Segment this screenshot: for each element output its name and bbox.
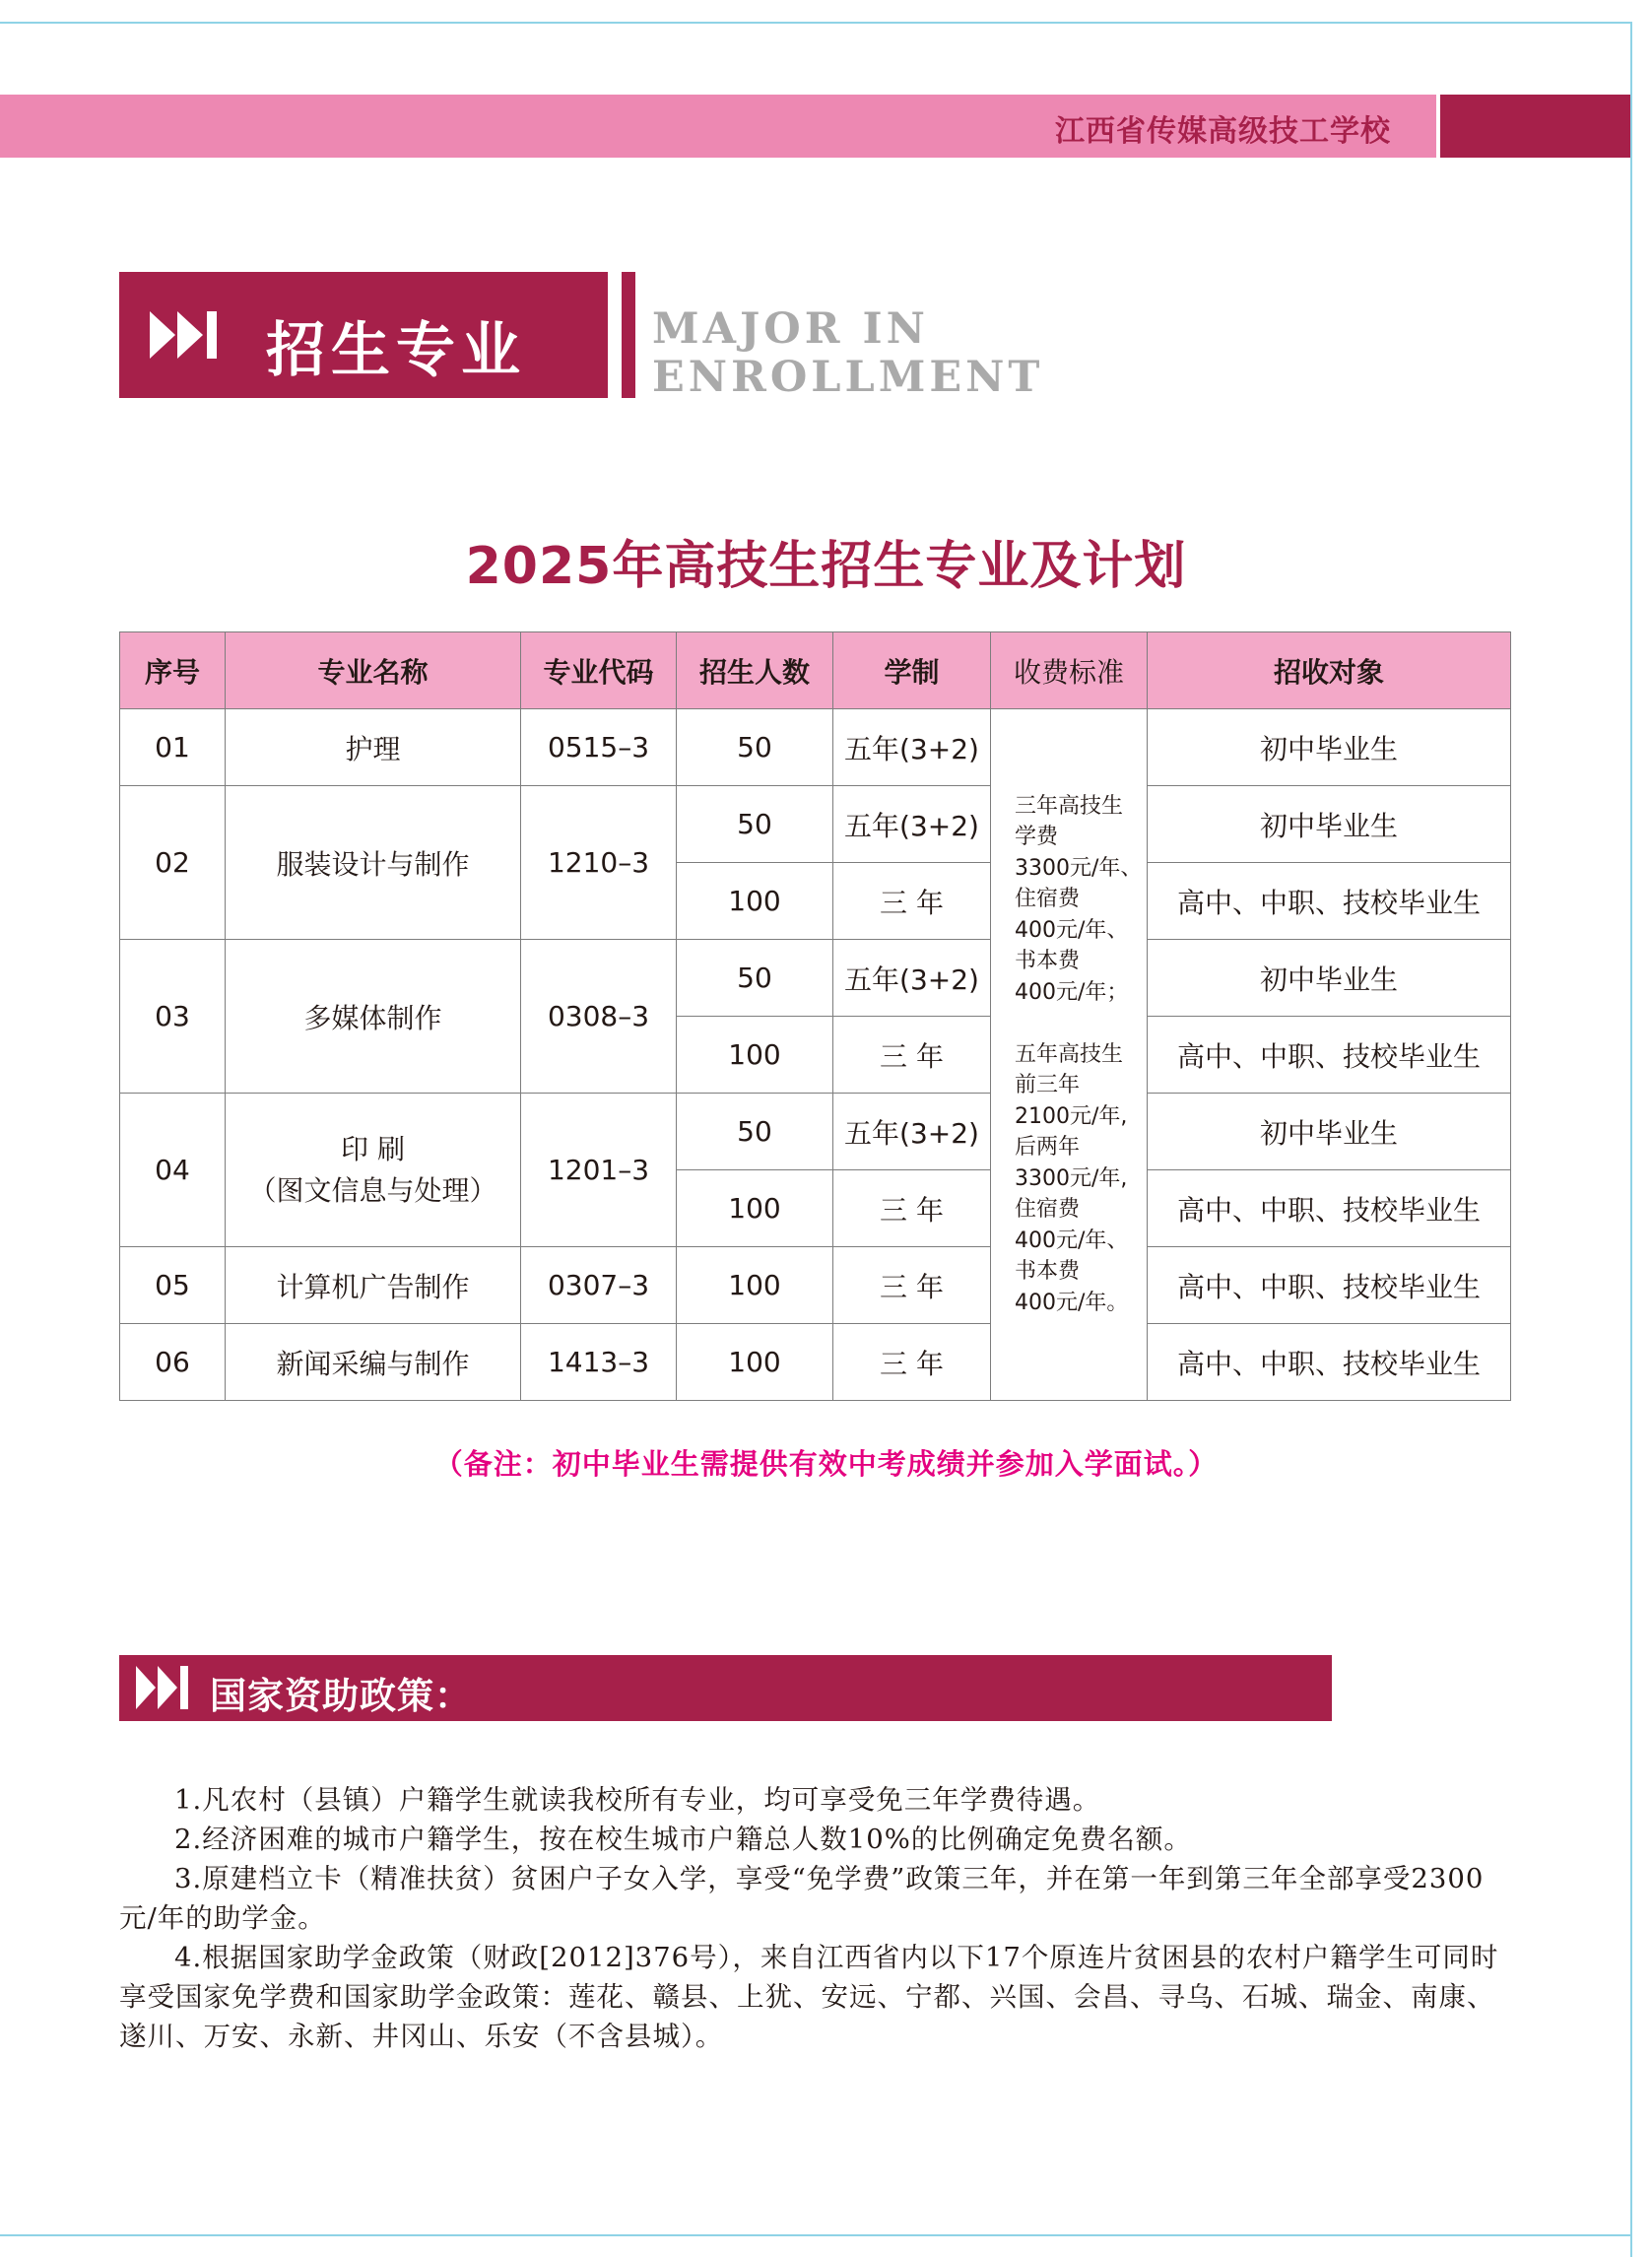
table-title: 2025年高技生招生专业及计划 (465, 537, 1187, 596)
fee-line: 400元/年。 (1015, 1290, 1129, 1315)
cell-seq: 04 (120, 1094, 226, 1247)
cell-duration: 五年(3+2) (833, 1094, 991, 1170)
cell-seq: 01 (120, 709, 226, 786)
cell-name: 新闻采编与制作 (226, 1324, 521, 1401)
page-frame-top (0, 22, 1630, 24)
page-frame-bottom (0, 2234, 1630, 2236)
cell-duration: 三 年 (833, 1247, 991, 1324)
cell-duration: 三 年 (833, 863, 991, 940)
fee-line: 三年高技生 (1015, 793, 1124, 819)
fee-line: 学费 (1015, 825, 1059, 850)
cell-count: 50 (677, 709, 833, 786)
cell-duration: 三 年 (833, 1170, 991, 1247)
cell-name: 服装设计与制作 (226, 786, 521, 940)
cell-name (226, 1094, 521, 1247)
section-title: 招生专业 (266, 316, 526, 385)
header-duration: 学制 (833, 632, 991, 709)
cell-seq: 05 (120, 1247, 226, 1324)
fee-line: 3300元/年、 (1015, 855, 1143, 881)
header-count: 招生人数 (677, 632, 833, 709)
cell-target: 高中、中职、技校毕业生 (1148, 1170, 1511, 1247)
cell-count: 50 (677, 786, 833, 863)
double-play-arrow-icon (150, 311, 219, 359)
policy-title: 国家资助政策： (210, 1675, 472, 1717)
table-row (120, 1094, 1511, 1170)
cell-count: 100 (677, 863, 833, 940)
fee-line: 400元/年、 (1015, 917, 1129, 943)
cell-count: 50 (677, 940, 833, 1017)
cell-target: 高中、中职、技校毕业生 (1148, 1247, 1511, 1324)
header-name: 专业名称 (226, 632, 521, 709)
policy-item: 2.经济困难的城市户籍学生，按在校生城市户籍总人数10%的比例确定免费名额。 (174, 1824, 1192, 1855)
cell-seq: 06 (120, 1324, 226, 1401)
cell-name-line1: 印 刷 (341, 1132, 405, 1165)
table-header-row (120, 632, 1511, 709)
policy-item: 1.凡农村（县镇）户籍学生就读我校所有专业，均可享受免三年学费待遇。 (174, 1784, 1101, 1816)
cell-target: 初中毕业生 (1148, 786, 1511, 863)
fee-line: 五年高技生 (1015, 1041, 1124, 1067)
cell-code: 0308–3 (521, 940, 677, 1094)
cell-duration: 五年(3+2) (833, 786, 991, 863)
cell-code: 1210–3 (521, 786, 677, 940)
cell-target: 初中毕业生 (1148, 709, 1511, 786)
cell-count: 100 (677, 1170, 833, 1247)
policy-body (119, 1780, 1510, 2056)
cell-code: 0307–3 (521, 1247, 677, 1324)
fee-line: 书本费 (1015, 1259, 1081, 1285)
cell-name: 多媒体制作 (226, 940, 521, 1094)
header-accent (1440, 95, 1630, 158)
cell-target: 高中、中职、技校毕业生 (1148, 863, 1511, 940)
page-frame-right (1630, 22, 1632, 2257)
fee-line: 400元/年、 (1015, 1228, 1129, 1253)
section-title-en-line2: ENROLLMENT (652, 353, 1044, 402)
cell-duration: 三 年 (833, 1017, 991, 1094)
cell-name-line2: （图文信息与处理） (248, 1173, 497, 1207)
cell-count: 50 (677, 1094, 833, 1170)
fee-line: 住宿费 (1015, 887, 1081, 912)
fee-line: 书本费 (1015, 949, 1081, 974)
fee-line-spacer (1015, 1008, 1139, 1039)
cell-seq: 03 (120, 940, 226, 1094)
cell-code: 1201–3 (521, 1094, 677, 1247)
header-fee: 收费标准 (991, 632, 1148, 709)
header-target: 招收对象 (1148, 632, 1511, 709)
table-row (120, 940, 1511, 1017)
header-seq: 序号 (120, 632, 226, 709)
cell-fee-standard (991, 709, 1148, 1401)
section-divider-bar (622, 272, 635, 398)
fee-line: 后两年 (1015, 1135, 1081, 1161)
cell-code: 0515–3 (521, 709, 677, 786)
cell-name: 护理 (226, 709, 521, 786)
table-row (120, 1324, 1511, 1401)
fee-line: 3300元/年, (1015, 1165, 1128, 1191)
fee-line: 400元/年； (1015, 979, 1129, 1005)
section-title-en (652, 305, 1043, 402)
cell-duration: 五年(3+2) (833, 940, 991, 1017)
cell-target: 高中、中职、技校毕业生 (1148, 1324, 1511, 1401)
cell-target: 初中毕业生 (1148, 940, 1511, 1017)
table-row (120, 709, 1511, 786)
cell-seq: 02 (120, 786, 226, 940)
header-code: 专业代码 (521, 632, 677, 709)
cell-name: 计算机广告制作 (226, 1247, 521, 1324)
cell-duration: 五年(3+2) (833, 709, 991, 786)
cell-target: 初中毕业生 (1148, 1094, 1511, 1170)
cell-duration: 三 年 (833, 1324, 991, 1401)
policy-item: 3.原建档立卡（精准扶贫）贫困户子女入学，享受“免学费”政策三年，并在第一年到第三年全部享受2300元/年的助学金。 (119, 1863, 1485, 1934)
cell-code: 1413–3 (521, 1324, 677, 1401)
table-row (120, 1247, 1511, 1324)
double-play-arrow-icon (136, 1666, 191, 1709)
fee-line: 住宿费 (1015, 1197, 1081, 1223)
cell-count: 100 (677, 1017, 833, 1094)
fee-line: 2100元/年, (1015, 1103, 1128, 1129)
enrollment-plan-table (119, 631, 1511, 1401)
school-name: 江西省传媒高级技工学校 (1055, 114, 1391, 149)
fee-line: 前三年 (1015, 1073, 1081, 1098)
table-row (120, 786, 1511, 863)
section-title-en-line1: MAJOR IN (652, 304, 929, 354)
policy-item: 4.根据国家助学金政策（财政[2012]376号），来自江西省内以下17个原连片贫困县的农村户籍学生可同时享受国家免学费和国家助学金政策：莲花、赣县、上犹、安远、宁都、兴国、会昌、寻乌、石城、瑞金、南康、遂川、万安、永新、井冈山、乐安（不含县城）。 (119, 1942, 1499, 2052)
cell-count: 100 (677, 1247, 833, 1324)
table-note: （备注：初中毕业生需提供有效中考成绩并参加入学面试。） (433, 1447, 1219, 1481)
cell-count: 100 (677, 1324, 833, 1401)
cell-target: 高中、中职、技校毕业生 (1148, 1017, 1511, 1094)
